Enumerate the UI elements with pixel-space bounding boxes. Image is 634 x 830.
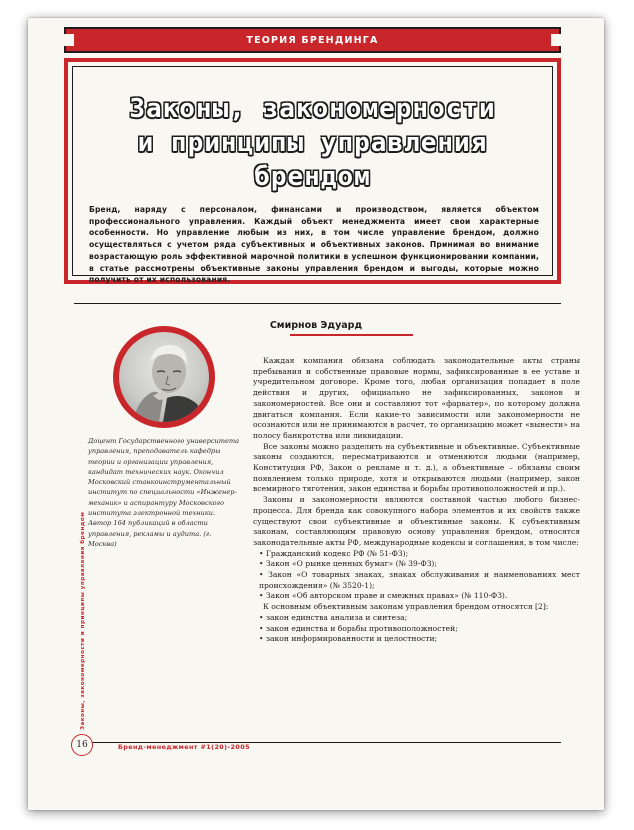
legal-acts-list (259, 549, 580, 603)
divider (74, 303, 561, 304)
author-name: Смирнов Эдуард (269, 320, 363, 331)
list-item: • Закон «О товарных знаках, знаках обслуживания и наименованиях мест происхождения» (№ 3520-1); (259, 570, 580, 590)
body-paragraph: Законы и закономерности являются составной частью любого бизнес-процесса. Для бренда как совокупного набора элементов и их свойств также существуют свои субъективные и объективные законы. К субъективным законам, составляющим правовую основу управления брендом, относятся законодательные акты РФ, международные кодексы и соглашения, в том числе: (253, 495, 580, 547)
article-title (68, 92, 557, 194)
body-paragraph: К основным объективным законам управления брендом относятся [2]: (263, 602, 549, 612)
title-block (64, 58, 561, 284)
objective-laws-list (259, 613, 580, 645)
article-body (253, 356, 580, 645)
list-item: • закон единства анализа и синтеза; (259, 612, 408, 622)
journal-name: Бренд-менеджмент #1(20)-2005 (118, 743, 250, 751)
list-item: • закон единства и борьбы противоположностей; (259, 623, 458, 633)
page-number-text: 16 (76, 740, 88, 750)
article-lead: Бренд, наряду с персоналом, финансами и производством, является объектом профессионального управления. Каждый объект менеджмента имеет свои характерные особенности. Но управление любым из них, в том числе управление брендом, должно осуществляться с учетом ряда субъективных и объективных законов. Принимая во внимание возрастающую роль эффективной марочной политики в успешном функционировании компании, в статье рассмотрены объективные законы управления брендом и выгоды, которые можно получить от их использования. (89, 205, 539, 285)
title-line-2: и принципы управления (137, 128, 488, 158)
title-line-3: брендом (254, 162, 371, 192)
section-label: ТЕОРИЯ БРЕНДИНГА (246, 34, 379, 46)
list-item: • Закон «О рынке ценных бумаг» (№ 39-ФЗ); (259, 559, 437, 569)
body-paragraph: Все законы можно разделить на субъективные и объективные. Субъективные законы создаются, пересматриваются и отменяются людьми (например, Конституция РФ, Закон о рекламе и т. д.), а объективные – обязаны своим появлением только природе, хотя и открываются людьми (например, закон всемирного тяготения, закон единства и борьбы противоположностей и пр.). (253, 441, 580, 494)
author-bio: Доцент Государственного университета управления, преподаватель кафедры теории и организации управления, кандидат технических наук. Окончил Московский станкоинструментальный институт по специальности «Инженер-механик» и аспирантуру Московского института электронной техники. Автор 164 публикаций в области управления, рекламы и аудита. (г. Москва) (88, 437, 240, 548)
author-photo-frame (113, 326, 215, 428)
author-underline (290, 334, 413, 336)
body-paragraph: Каждая компания обязана соблюдать законодательные акты страны пребывания и собственные правовые нормы, зафиксированные в ее уставе и учредительном договоре. Кроме того, любая организация попадает в поле действия и других, официально не зафиксированных, законов и закономерностей. Все они и составляют тот «фарватер», по которому должна двигаться компания. Если какие-то зависимости или закономерности не осознаются или не принимаются в расчет, то организацию может «вынести» на полосу банкротства или ликвидации. (253, 356, 580, 440)
list-item: • закон информированности и целостности; (259, 634, 438, 644)
portrait-illustration (119, 332, 209, 422)
author-photo (119, 332, 209, 422)
title-line-1: Законы, закономерности (129, 94, 496, 124)
list-item: • Закон «Об авторском праве и смежных правах» (№ 110-ФЗ). (259, 591, 508, 601)
section-header (64, 27, 561, 53)
vertical-running-title: Законы, закономерности и принципы управления брендом (80, 511, 86, 730)
page-number (71, 734, 93, 756)
list-item: • Гражданский кодекс РФ (№ 51-ФЗ); (259, 548, 409, 558)
